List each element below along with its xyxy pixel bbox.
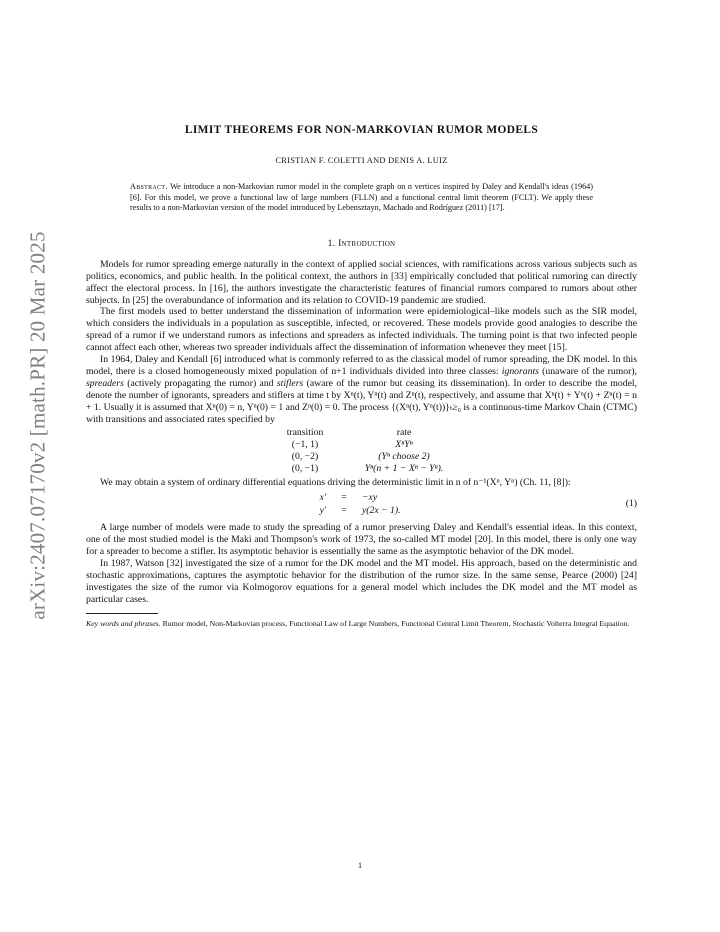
table-header-row: [261, 427, 637, 439]
term-ignorants: ignorants: [501, 365, 539, 377]
equation-rhs: −xy: [362, 492, 378, 504]
equation-lhs: x′: [319, 492, 326, 504]
table-cell-rate: XⁿYⁿ: [395, 439, 413, 451]
equation-rel: =: [341, 504, 347, 516]
paper-page: [86, 120, 637, 629]
dk-text-2: (unaware of the rumor),: [538, 365, 637, 377]
mt-model-paragraph: A large number of models were made to study the spreading of a rumor preserving Daley and Kendall's essential ideas. In this context, one of the most studied model is the Maki and Thompson's work of 1973, the so-called MT model [20]. In this model, there is only one way for a spreader to become a stifler. Its asymptotic behavior is essentially the same as the asymptotic behavior of the DK model.: [86, 522, 637, 557]
dk-text-4: (aware of the rumor but ceasing its dissemination). In order to describe the model, denote the number of ignorants, spreaders and stiflers at time t by Xⁿ(t), Yⁿ(t) and Zⁿ(t), respectively, and assume that Xⁿ(t) + Yⁿ(t) + Zⁿ(t) = n + 1. Usually it is assumed that Xⁿ(0) = n, Yⁿ(0) = 1 and Zⁿ(0) = 0. The process {(Xⁿ(t), Yⁿ(t))}ₜ≥₀ is a continuous-time Markov Chain (CTMC) with transitions and associated rates specified by: [86, 377, 637, 425]
abstract-label: Abstract.: [130, 182, 168, 191]
table-row: [261, 439, 637, 451]
arxiv-stamp: [18, 210, 58, 640]
watson-paragraph: In 1987, Watson [32] investigated the size of a rumor for the DK model and the MT model. His approach, based on the deterministic and stochastic approximations, captures the asymptotic behavior for the distribution of the rumor size. In the same sense, Pearce (2000) [24] investigates the size of the rumor via Kolmogorov equations for a general model which includes the DK model and the MT model as particular cases.: [86, 557, 637, 605]
page-number: 1: [358, 861, 362, 870]
footnote-label: Key words and phrases.: [86, 618, 161, 628]
dk-model-paragraph: [86, 354, 637, 425]
abstract-text: We introduce a non-Markovian rumor model in the complete graph on n vertices inspired by Daley and Kendall's ideas (1964) [6]. For this model, we prove a functional law of large numbers (FLLN) and a functional central limit theorem (FCLT). We apply these results to a non-Markovian version of the model introduced by Lebensztayn, Machado and Rodríguez (2011) [17].: [130, 182, 593, 213]
dk-text-1: In 1964, Daley and Kendall [6] introduced what is commonly referred to as the classical model of rumor spreading, the DK model. In this model, there is a closed homogeneously mixed population of n+1 individuals divided into three classes:: [86, 354, 637, 377]
footnote: [86, 619, 637, 629]
term-stiflers: stiflers: [276, 377, 304, 389]
equation-system: [86, 492, 637, 517]
table-cell-transition: (0, −1): [291, 462, 319, 474]
equation-rel: =: [341, 492, 347, 504]
table-cell-transition: (0, −2): [291, 450, 319, 462]
equation-row: [86, 505, 637, 518]
intro-paragraph-2: The first models used to better understand the dissemination of information were epidemiological–like models such as the SIR model, which considers the individuals in a population as susceptible, infected, or recovered. These models provide good analogies to describe the spread of a rumor if we understand rumors as infections and spreaders as infected individuals. The turning point is that two infected people cannot affect each other, whereas two spreader individuals affect the dissemination of information whenever they meet [15].: [86, 306, 637, 354]
equation-row: [86, 492, 637, 505]
section-number: 1.: [327, 237, 336, 249]
table-header-rate: rate: [396, 427, 412, 439]
ode-intro-paragraph: We may obtain a system of ordinary differential equations driving the deterministic limit in n of n⁻¹(Xⁿ, Yⁿ) (Ch. 11, [8]):: [100, 477, 571, 489]
table-row: [261, 451, 637, 463]
table-cell-rate: (Yⁿ choose 2): [378, 450, 430, 462]
transition-rate-table: [261, 427, 637, 474]
dk-text-3: (actively propagating the rumor) and: [123, 377, 277, 389]
footnote-divider: [86, 613, 158, 614]
arxiv-identifier: arXiv:2407.07170v2 [math.PR] 20 Mar 2025: [25, 230, 50, 620]
table-cell-transition: (−1, 1): [291, 439, 319, 451]
section-heading: [86, 238, 637, 249]
paper-title: LIMIT THEOREMS FOR NON-MARKOVIAN RUMOR MODELS: [184, 124, 539, 136]
equation-rhs: y(2x − 1).: [362, 504, 401, 516]
intro-paragraph-1: Models for rumor spreading emerge naturally in the context of applied social sciences, with ramifications across various subjects such as politics, economics, and public health. In the political context, the authors in [33] empirically concluded that political rumoring can directly affect the electoral process. In [16], the authors investigate the characteristic features of financial rumors compared to rumors about other subjects. In [25] the overabundance of information and its relation to COVID-19 pandemic are studied.: [86, 258, 637, 306]
paper-authors: CRISTIAN F. COLETTI AND DENIS A. LUIZ: [275, 156, 448, 165]
abstract: [130, 182, 593, 214]
table-header-transition: transition: [286, 427, 324, 439]
equation-lhs: y′: [319, 504, 326, 516]
term-spreaders: spreaders: [86, 377, 124, 389]
table-cell-rate: Yⁿ(n + 1 − Xⁿ − Yⁿ).: [364, 462, 444, 474]
table-row: [261, 463, 637, 475]
footnote-text: Rumor model, Non-Markovian process, Functional Law of Large Numbers, Functional Central Limit Theorem, Stochastic Volterra Integral Equation.: [162, 618, 630, 628]
equation-number: (1): [625, 498, 637, 510]
section-title: Introduction: [338, 237, 396, 249]
